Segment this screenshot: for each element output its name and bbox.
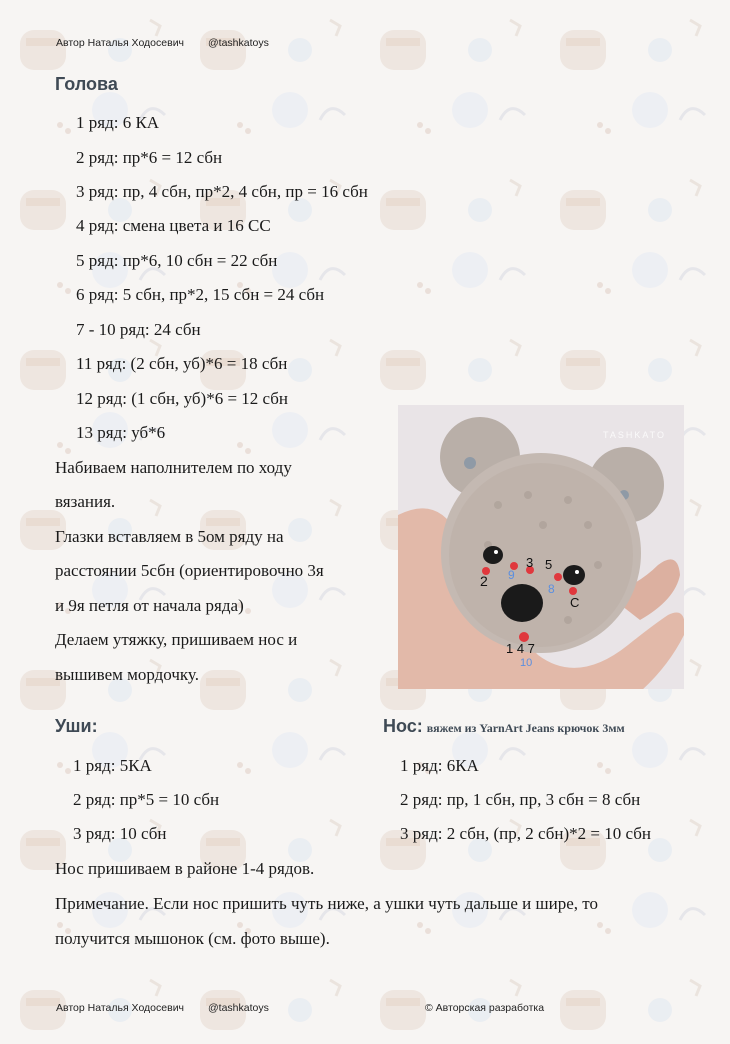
head-note: вышивем мордочку. <box>55 665 199 684</box>
bear-photo <box>398 405 684 689</box>
ears-row: 1 ряд: 5КА <box>73 756 152 775</box>
head-row: 1 ряд: 6 КА <box>76 113 160 132</box>
ears-row: 2 ряд: пр*5 = 10 сбн <box>73 790 220 809</box>
bottom-note: Примечание. Если нос пришить чуть ниже, а ушки чуть дальше и шире, то <box>55 894 598 913</box>
nose-subtitle: вяжем из YarnArt Jeans крючок 3мм <box>426 721 625 735</box>
head-row: 2 ряд: пр*6 = 12 сбн <box>76 148 223 167</box>
head-row: 6 ряд: 5 сбн, пр*2, 15 сбн = 24 сбн <box>76 285 325 304</box>
header-handle: @tashkatoys <box>208 37 269 49</box>
photo-mark: 9 <box>508 568 515 582</box>
head-row: 5 ряд: пр*6, 10 сбн = 22 сбн <box>76 251 278 270</box>
ears-row: 3 ряд: 10 сбн <box>73 824 167 843</box>
head-note: вязания. <box>55 492 116 511</box>
head-note: Глазки вставляем в 5ом ряду на <box>55 527 284 546</box>
photo-mark: 5 <box>545 557 553 572</box>
photo-mark: 10 <box>520 657 533 669</box>
section-title-head: Голова <box>55 74 118 94</box>
head-row: 11 ряд: (2 сбн, уб)*6 = 18 сбн <box>76 354 288 373</box>
head-note: Делаем утяжку, пришиваем нос и <box>55 630 298 649</box>
photo-mark: 8 <box>548 582 555 596</box>
nose-row: 1 ряд: 6КА <box>400 756 479 775</box>
bottom-note: получится мышонок (см. фото выше). <box>55 929 330 948</box>
head-row: 13 ряд: уб*6 <box>76 423 166 442</box>
footer-copyright: © Авторская разработка <box>425 1002 545 1014</box>
head-row: 7 - 10 ряд: 24 сбн <box>76 320 201 339</box>
head-note: расстоянии 5сбн (ориентировочно 3я <box>55 561 324 580</box>
head-note: и 9я петля от начала ряда) <box>55 596 244 615</box>
photo-watermark: TASHKATO <box>603 430 667 440</box>
head-row: 3 ряд: пр, 4 сбн, пр*2, 4 сбн, пр = 16 сбн <box>76 182 368 201</box>
head-row: 4 ряд: смена цвета и 16 СС <box>76 216 271 235</box>
section-title-ears: Уши: <box>55 716 98 736</box>
photo-mark: 1 4 7 <box>506 641 535 656</box>
photo-mark: 2 <box>480 573 488 589</box>
photo-mark: 3 <box>526 555 534 570</box>
nose-row: 2 ряд: пр, 1 сбн, пр, 3 сбн = 8 сбн <box>400 790 641 809</box>
bottom-note: Нос пришиваем в районе 1-4 рядов. <box>55 859 315 878</box>
section-title-nose: Нос: <box>383 716 423 736</box>
head-row: 12 ряд: (1 сбн, уб)*6 = 12 сбн <box>76 389 289 408</box>
head-note: Набиваем наполнителем по ходу <box>55 458 292 477</box>
nose-row: 3 ряд: 2 сбн, (пр, 2 сбн)*2 = 10 сбн <box>400 824 651 843</box>
footer-author: Автор Наталья Ходосевич <box>56 1002 185 1014</box>
footer-handle: @tashkatoys <box>208 1002 269 1014</box>
photo-mark: C <box>570 595 580 610</box>
header-author: Автор Наталья Ходосевич <box>56 37 185 49</box>
